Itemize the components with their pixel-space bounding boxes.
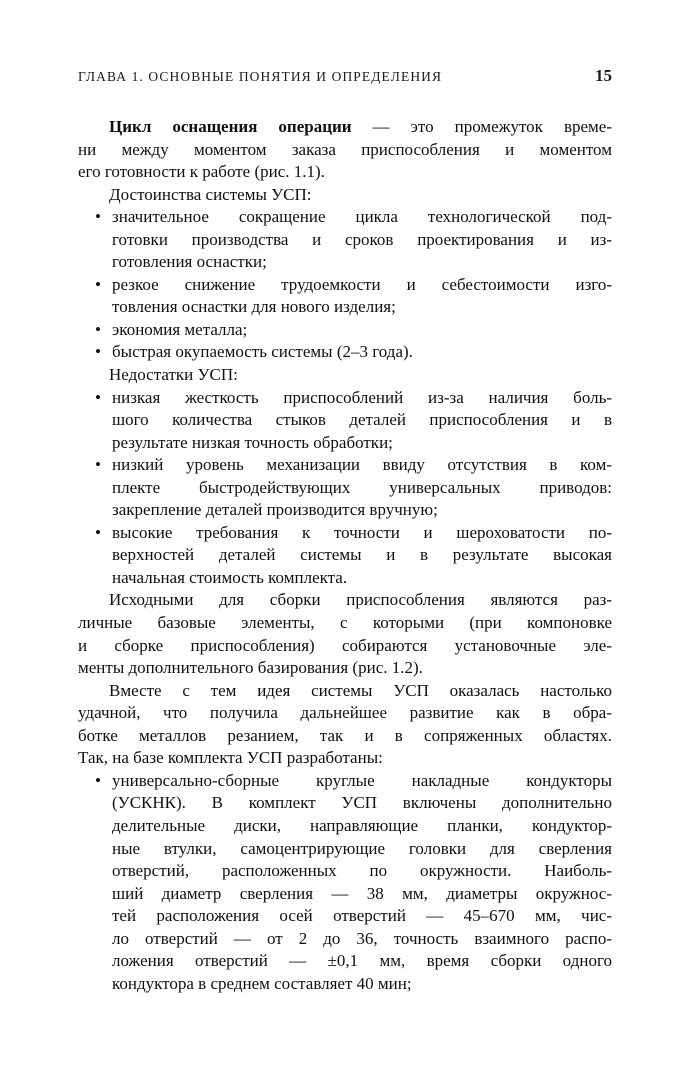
paragraph-text [112,454,612,522]
paragraph-text [78,680,612,770]
text-line: ни между моментом заказа приспособления и моментом [78,139,612,159]
text-line: универсально-сборные круглые накладные кондукторы [112,770,612,790]
text-line: удачной, что получила дальнейшее развитие как в обра- [78,703,612,723]
list-item [78,319,612,342]
text-line: верхностей деталей системы и в результате высокая [112,545,612,565]
paragraph [78,184,612,207]
paragraph [78,680,612,770]
text-line: низкий уровень механизации ввиду отсутствия в ком- [112,455,612,475]
text-line: резкое снижение трудоемкости и себестоимости изго- [112,274,612,294]
text-line: тей расположения осей отверстий — 45–670 мм, чис- [112,906,612,926]
text-line: закрепление деталей производится вручную; [112,500,438,520]
paragraph-text [78,184,612,207]
paragraph-text [112,522,612,590]
text-line: шого количества стыков деталей приспособления и в [112,410,612,430]
text-line: Исходными для сборки приспособления являются раз- [109,590,612,610]
text-line: товления оснастки для нового изделия; [112,297,396,317]
paragraph-text [78,589,612,679]
page-number: 15 [595,66,612,85]
list-item [78,454,612,522]
text-line: Вместе с тем идея системы УСП оказалась настолько [109,680,612,700]
paragraph-text [78,116,612,184]
paragraph [78,589,612,679]
list-item [78,387,612,455]
text-line: низкая жесткость приспособлений из-за наличия боль- [112,387,612,407]
list-item [78,274,612,319]
text-line: значительное сокращение цикла технологической под- [112,207,612,227]
text-line: ботке металлов резанием, так и в сопряженных областях. [78,725,612,745]
text-line: готовления оснастки; [112,252,267,272]
paragraph-text [78,364,612,387]
text-line: ложения отверстий — ±0,1 мм, время сборки одного [112,951,612,971]
text-line: ло отверстий — от 2 до 36, точность взаимного распо- [112,928,612,948]
text-line: Цикл оснащения операции — это промежуток време- [109,117,612,136]
paragraph-text [112,770,612,995]
text-line: его готовности к работе (рис. 1.1). [78,162,325,182]
text-line: Недостатки УСП: [109,365,238,385]
text-line: (УСКНК). В комплект УСП включены дополнительно [112,793,612,813]
list-item [78,770,612,995]
list-item [78,206,612,274]
text-line: готовки производства и сроков проектирования и из- [112,229,612,249]
text-line: начальная стоимость комплекта. [112,567,348,587]
text-line: экономия металла; [112,319,248,339]
text-line: высокие требования к точности и шероховатости по- [112,522,612,542]
text-line: менты дополнительного базирования (рис. 1.2). [78,658,423,678]
list-item [78,522,612,590]
text-line: Так, на базе комплекта УСП разработаны: [78,748,383,768]
list-item [78,341,612,364]
text-line: отверстий, расположенных по окружности. Наиболь- [112,861,612,881]
bullet-icon: • [95,274,101,294]
paragraph [78,116,612,184]
page-content [78,116,612,995]
text-line: результате низкая точность обработки; [112,432,393,452]
paragraph-lead-bold: Цикл оснащения операции [109,117,352,136]
chapter-title: ГЛАВА 1. ОСНОВНЫЕ ПОНЯТИЯ И ОПРЕДЕЛЕНИЯ [78,69,443,84]
text-line: кондуктора в среднем составляет 40 мин; [112,973,412,993]
bullet-icon: • [95,387,101,407]
text-line: Достоинства системы УСП: [109,184,312,204]
text-line: ные втулки, самоцентрирующие головки для сверления [112,838,612,858]
paragraph-text [112,274,612,319]
text-line: личные базовые элементы, с которыми (при компоновке [78,613,612,633]
text-line: и сборке приспособления) собираются установочные эле- [78,635,612,655]
paragraph-text [112,319,612,342]
bullet-icon: • [95,770,101,790]
text-line: быстрая окупаемость системы (2–3 года). [112,342,413,362]
paragraph [78,364,612,387]
bullet-icon: • [95,455,101,475]
paragraph-text [112,387,612,455]
running-head [78,66,612,86]
bullet-icon: • [95,207,101,227]
text-line: делительные диски, направляющие планки, кондуктор- [112,815,612,835]
bullet-icon: • [95,522,101,542]
text-line: плекте быстродействующих универсальных приводов: [112,477,612,497]
text-line: ший диаметр сверления — 38 мм, диаметры окружнос- [112,883,612,903]
bullet-icon: • [95,319,101,339]
bullet-icon: • [95,342,101,362]
paragraph-text [112,341,612,364]
paragraph-text [112,206,612,274]
